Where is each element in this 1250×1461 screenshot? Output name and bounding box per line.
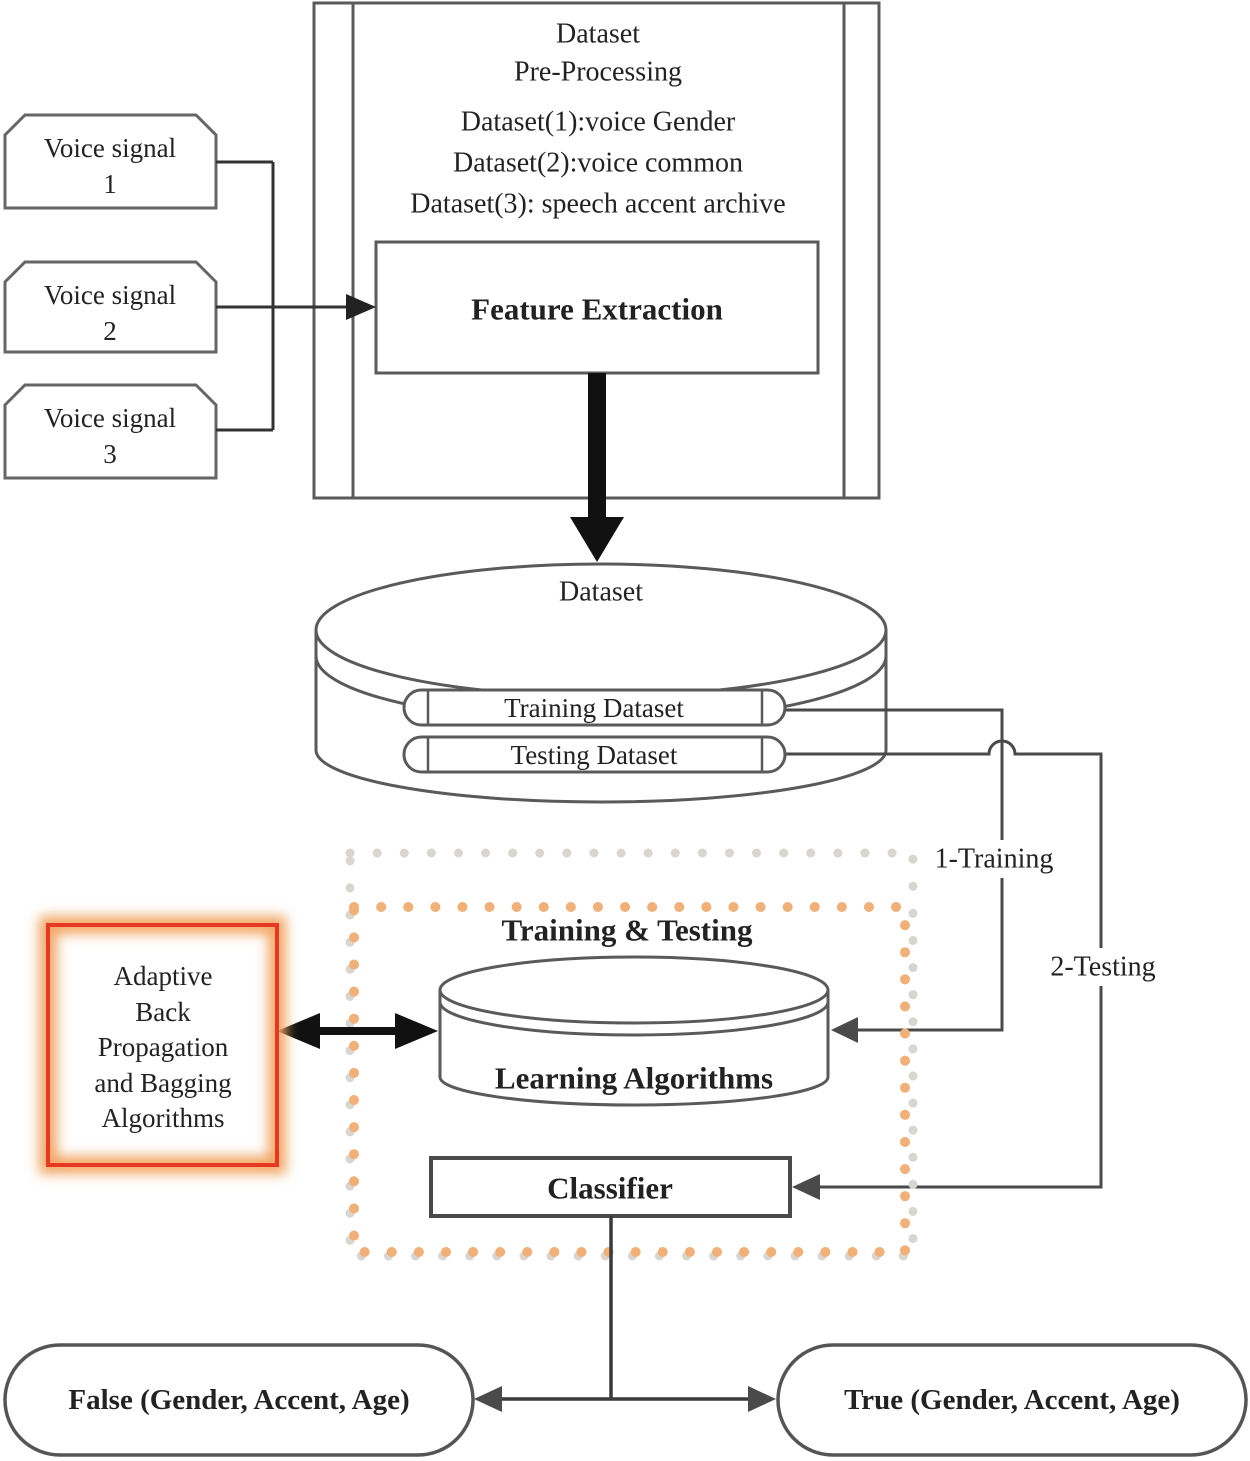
training-dataset-pill — [404, 690, 785, 725]
arrowhead-into-classifier — [792, 1174, 820, 1200]
adaptive-box-line-3: Propagation — [97, 1032, 229, 1062]
training-testing-title: Training & Testing — [501, 912, 753, 948]
training-dataset-label: Training Dataset — [504, 693, 684, 723]
outcome-connectors — [482, 1216, 768, 1399]
arrowhead-into-true — [748, 1386, 776, 1412]
dataset-cylinder-label: Dataset — [559, 576, 643, 608]
svg-text:2-Testing: 2-Testing — [1050, 951, 1156, 983]
flow-label-training — [926, 840, 1062, 878]
adaptive-box-line-2: Back — [135, 997, 191, 1027]
voice-signal-1-number: 1 — [103, 169, 117, 199]
true-label: True (Gender, Accent, Age) — [844, 1384, 1180, 1416]
false-label: False (Gender, Accent, Age) — [68, 1384, 410, 1416]
adaptive-box-line-5: Algorithms — [101, 1103, 225, 1133]
dataset-list-item-1: Dataset(1):voice Gender — [460, 106, 736, 138]
preprocessing-title-line1: Dataset — [556, 18, 640, 50]
learning-algorithms-label: Learning Algorithms — [494, 1060, 774, 1096]
adaptive-box-line-4: and Bagging — [94, 1068, 232, 1098]
voice-signal-2-label: Voice signal — [43, 280, 177, 310]
feature-extraction-label: Feature Extraction — [471, 291, 723, 327]
adaptive-box — [48, 925, 277, 1165]
dataset-list-item-2: Dataset(2):voice common — [452, 147, 744, 179]
true-terminal — [778, 1345, 1246, 1455]
classifier-box — [431, 1158, 790, 1216]
dataset-list-item-3: Dataset(3): speech accent archive — [410, 188, 786, 220]
arrowhead-into-false — [474, 1386, 502, 1412]
false-terminal — [5, 1345, 473, 1455]
testing-dataset-pill — [404, 737, 785, 772]
voice-signal-3-number: 3 — [103, 439, 117, 469]
voice-signal-2-number: 2 — [103, 316, 117, 346]
voice-signal-3-label: Voice signal — [43, 403, 177, 433]
arrowhead-into-learning-algorithms — [831, 1017, 858, 1043]
testing-dataset-label: Testing Dataset — [510, 740, 678, 770]
flow-label-testing — [1038, 948, 1168, 986]
adaptive-box-line-1: Adaptive — [113, 961, 213, 991]
preprocessing-title-line2: Pre-Processing — [514, 56, 682, 88]
voice-signal-1-label: Voice signal — [43, 133, 177, 163]
svg-text:1-Training: 1-Training — [934, 843, 1054, 875]
classifier-label: Classifier — [547, 1170, 673, 1206]
feature-extraction-box — [376, 242, 818, 373]
